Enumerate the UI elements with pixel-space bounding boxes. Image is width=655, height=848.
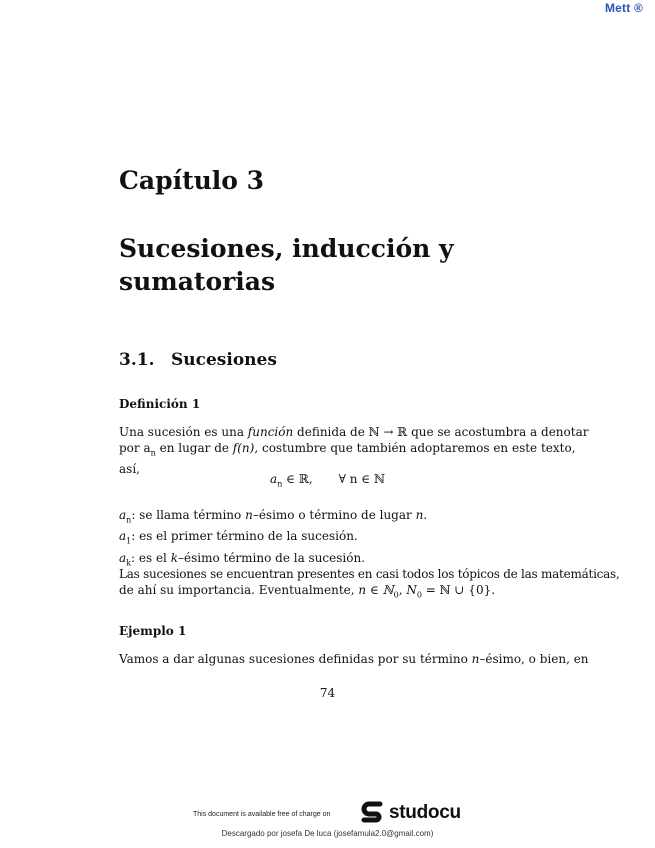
term-line-ak: $a_k$: es el k–ésimo término de la sucesión. bbox=[119, 550, 366, 568]
definition-line-3: así, bbox=[119, 462, 140, 477]
brand-mark: Mett ® bbox=[604, 1, 643, 15]
definition-line-1: Una sucesión es una función definida de ℕ → ℝ que se acostumbra a denotar bbox=[119, 425, 589, 439]
topics-paragraph bbox=[119, 566, 620, 603]
page-number: 74 bbox=[319, 686, 336, 700]
section-title: Sucesiones bbox=[171, 350, 277, 370]
terms-list bbox=[119, 507, 564, 571]
footer-availability-text: This document is available free of charge on bbox=[193, 811, 331, 818]
chapter-title-line-2: sumatorias bbox=[119, 267, 276, 296]
topics-line-2: de ahí su importancia. Eventualmente, n ∈ ℕ$_0$, $N_0$ = ℕ ∪ {0}. bbox=[119, 583, 496, 600]
chapter-title bbox=[119, 232, 454, 298]
chapter-title-line-1: Sucesiones, inducción y bbox=[119, 234, 454, 263]
studocu-wordmark: studocu bbox=[389, 802, 461, 823]
footer-download-credit: Descargado por josefa De luca (josefamula2.0@gmail.com) bbox=[221, 829, 434, 838]
term-line-a1: $a_1$: es el primer término de la sucesión. bbox=[119, 529, 358, 546]
studocu-logo[interactable] bbox=[360, 801, 461, 825]
display-formula: $a_n$ ∈ ℝ, ∀ n ∈ ℕ bbox=[270, 472, 385, 489]
topics-line-1: Las sucesiones se encuentran presentes en casi todos los tópicos de las matemáticas, bbox=[119, 567, 620, 581]
section-number: 3.1. bbox=[119, 350, 155, 370]
definition-paragraph bbox=[119, 424, 589, 477]
definition-line-2: por $a_n$ en lugar de f(n), costumbre que también adoptaremos en este texto, bbox=[119, 441, 576, 458]
section-heading bbox=[119, 350, 277, 370]
term-line-an: $a_n$: se llama término n–ésimo o término de lugar n. bbox=[119, 508, 428, 525]
example-heading: Ejemplo 1 bbox=[119, 624, 187, 638]
chapter-heading: Capítulo 3 bbox=[119, 166, 265, 195]
studocu-s-icon bbox=[360, 801, 386, 825]
example-paragraph bbox=[119, 651, 589, 667]
definition-heading: Definición 1 bbox=[119, 397, 201, 411]
example-line-1: Vamos a dar algunas sucesiones definidas por su término n–ésimo, o bien, en bbox=[119, 652, 589, 666]
